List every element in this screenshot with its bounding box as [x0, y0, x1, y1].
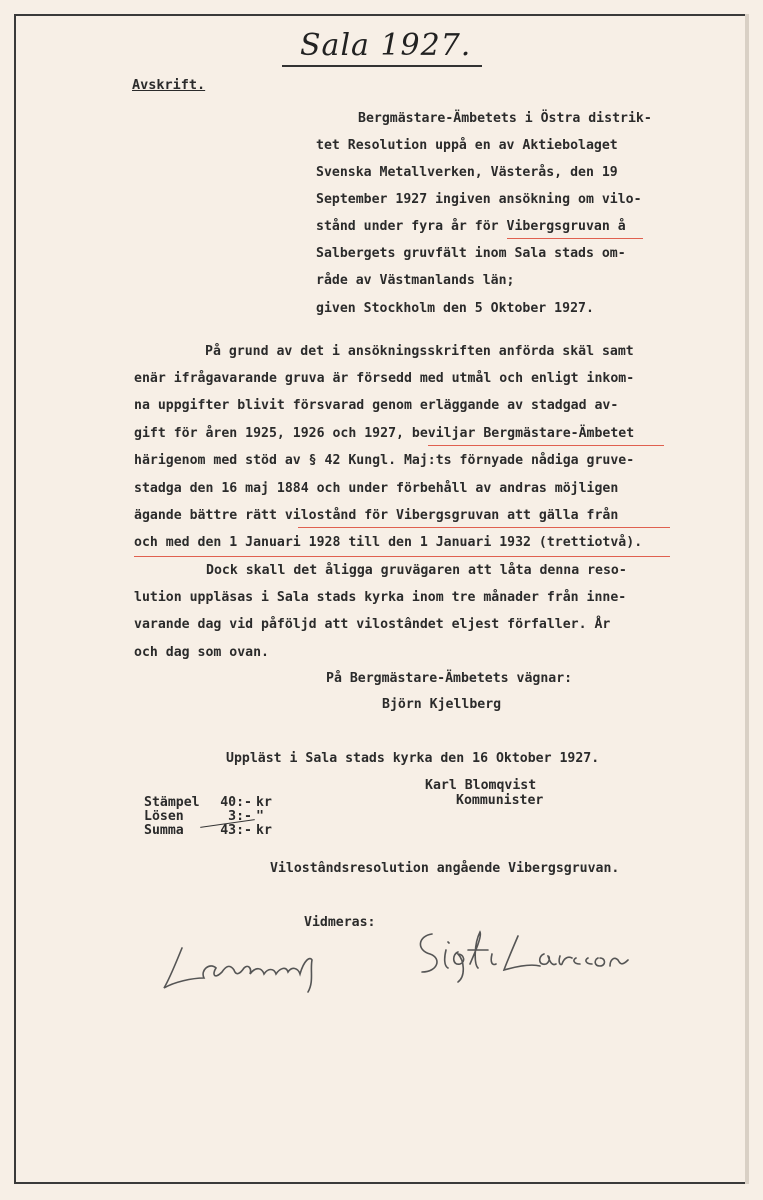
on-behalf-text: På Bergmästare-Ämbetets vägnar: — [326, 671, 573, 686]
fee-label: Stämpel — [144, 795, 200, 810]
intro-line: September 1927 ingiven ansökning om vilo- — [316, 192, 642, 207]
intro-line: given Stockholm den 5 Oktober 1927. — [316, 301, 594, 316]
intro-line: Salbergets gruvfält inom Sala stads om- — [316, 246, 626, 261]
red-underline — [298, 527, 670, 528]
signer-name: Björn Kjellberg — [382, 697, 502, 712]
fee-row — [144, 824, 286, 838]
body-line: och dag som ovan. — [134, 645, 269, 660]
reading-note: Uppläst i Sala stads kyrka den 16 Oktober 1927. — [226, 751, 600, 766]
intro-line: Bergmästare-Ämbetets i Östra distrik- — [358, 111, 652, 126]
reading-role: Kommunister — [456, 793, 544, 808]
signature-sigfr-larsson — [408, 920, 648, 990]
handwritten-title: Sala 1927. — [300, 28, 472, 63]
body-line: Dock skall det åligga gruvägaren att låta denna reso- — [206, 563, 627, 578]
fee-label: Lösen — [144, 809, 184, 824]
body-line: ägande bättre rätt vilostånd för Vibergsgruvan att gälla från — [134, 508, 619, 523]
fee-label: Summa — [144, 823, 184, 838]
avskrift-label: Avskrift. — [132, 77, 206, 93]
red-underline — [134, 556, 670, 557]
body-line: varande dag vid påföljd att vilostândet eljest förfaller. År — [134, 617, 611, 632]
body-line: stadga den 16 maj 1884 och under förbehåll av andras möjligen — [134, 481, 619, 496]
intro-line: tet Resolution uppå en av Aktiebolaget — [316, 138, 618, 153]
body-line: och med den 1 Januari 1928 till den 1 Januari 1932 (trettiotvå). — [134, 535, 643, 550]
fee-unit: " — [256, 809, 264, 824]
body-line: lution uppläsas i Sala stads kyrka inom tre månader från inne- — [134, 590, 627, 605]
intro-line: stånd under fyra år för Vibergsgruvan å — [316, 219, 626, 234]
reading-signer: Karl Blomqvist — [425, 778, 537, 793]
document-caption: Vilostândsresolution angående Vibergsgruvan. — [270, 861, 620, 876]
fee-row — [144, 796, 286, 810]
fee-unit: kr — [256, 795, 272, 810]
fee-table — [144, 796, 286, 838]
title-underline — [282, 65, 482, 67]
body-line: na uppgifter blivit försvarad genom erläggande av stadgad av- — [134, 398, 619, 413]
witness-label: Vidmeras: — [304, 915, 376, 930]
fee-unit: kr — [256, 823, 272, 838]
signature-lars-gronberg — [152, 930, 342, 1000]
red-underline — [428, 445, 664, 446]
red-underline — [507, 238, 643, 239]
body-line: härigenom med stöd av § 42 Kungl. Maj:ts förnyade nådiga gruve- — [134, 453, 635, 468]
intro-line: Svenska Metallverken, Västerås, den 19 — [316, 165, 618, 180]
fee-amount: 43:- — [220, 823, 252, 838]
fee-amount: 40:- — [220, 795, 252, 810]
intro-line: råde av Västmanlands län; — [316, 273, 515, 288]
body-line: gift för åren 1925, 1926 och 1927, beviljar Bergmästare-Ämbetet — [134, 426, 635, 441]
fee-row — [144, 810, 286, 824]
paper-edge — [745, 14, 749, 1184]
fee-amount: 3:- — [228, 809, 252, 824]
body-line: enär ifrågavarande gruva är försedd med utmål och enligt inkom- — [134, 371, 635, 386]
body-line: På grund av det i ansökningsskriften anförda skäl samt — [205, 344, 634, 359]
